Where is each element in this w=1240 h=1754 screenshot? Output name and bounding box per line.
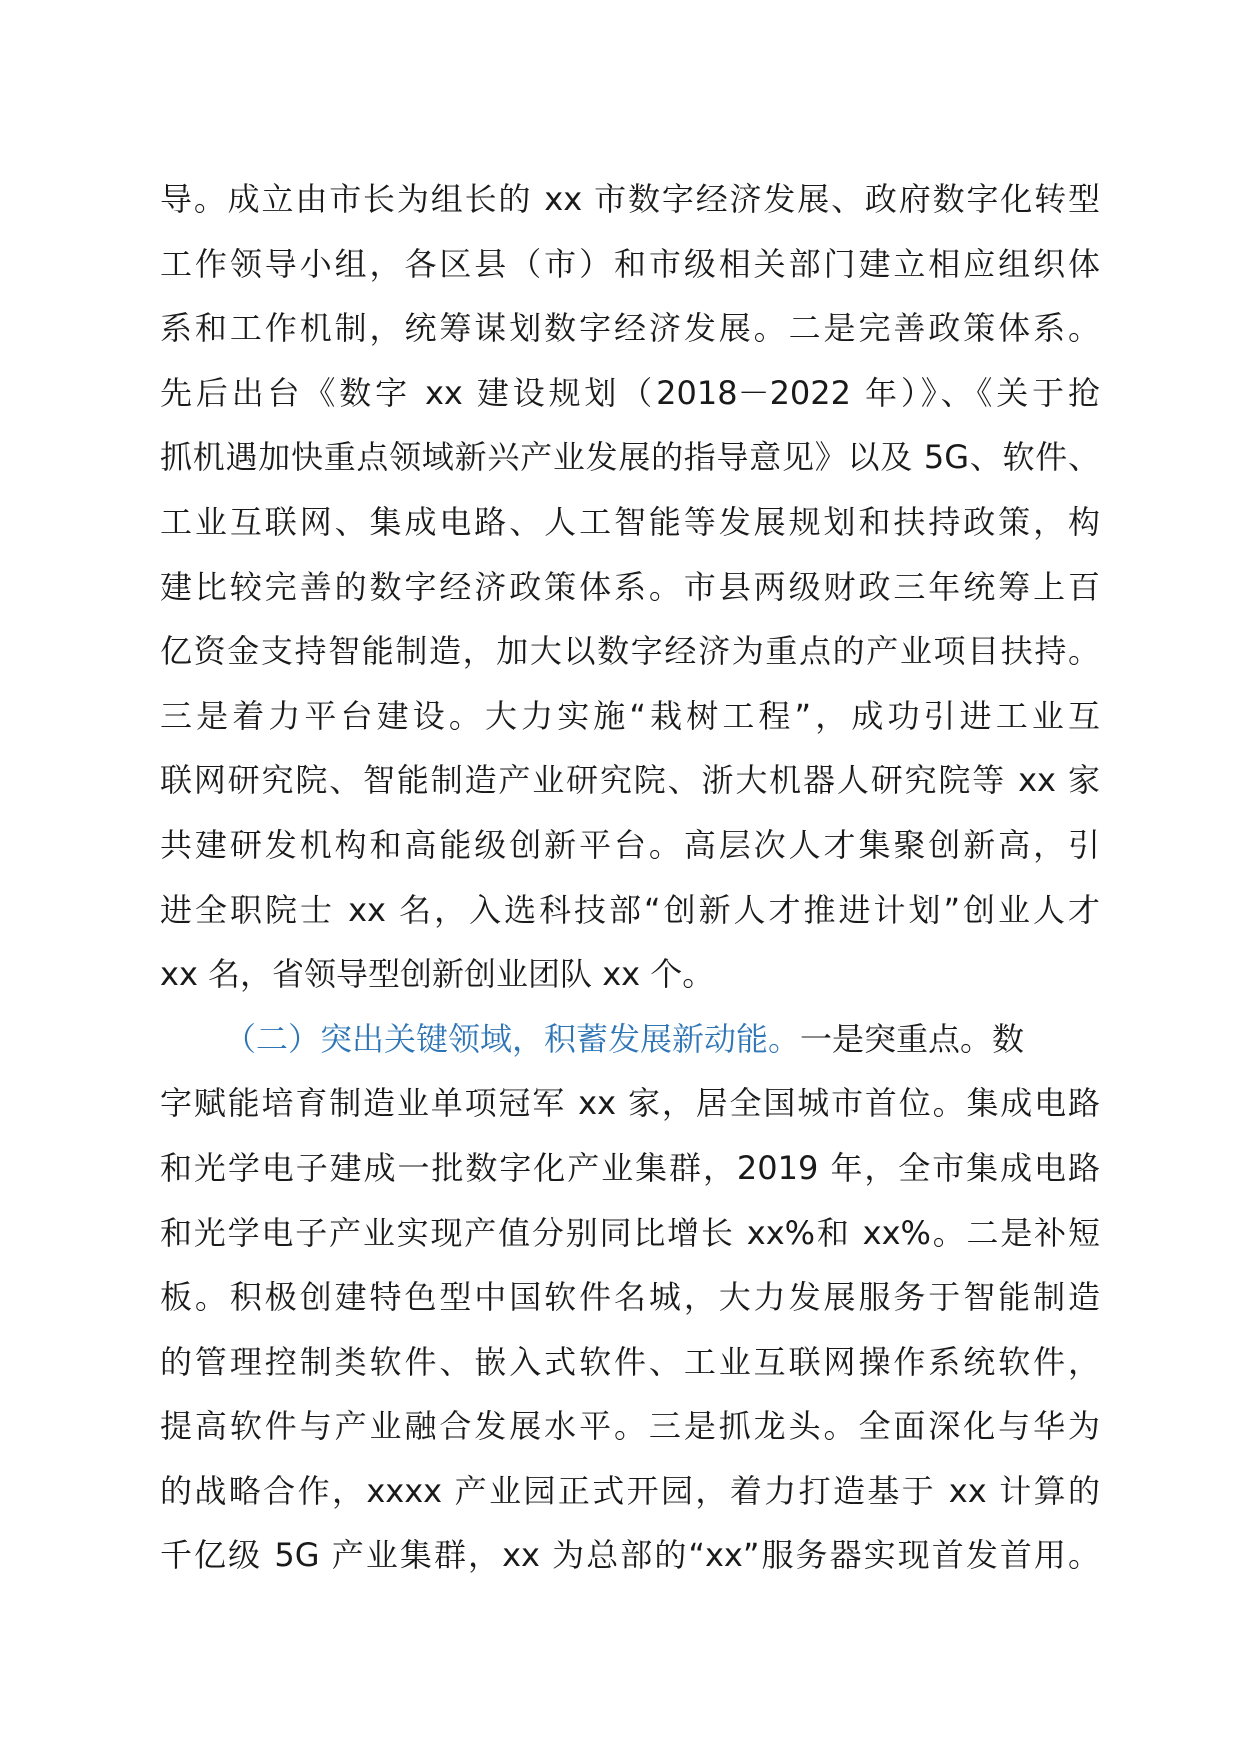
text-line: 和光学电子产业实现产值分别同比增长 xx%和 xx%。二是补短 bbox=[160, 1213, 1100, 1252]
text-line: 亿资金支持智能制造，加大以数字经济为重点的产业项目扶持。 bbox=[160, 632, 1100, 671]
text-line: 三是着力平台建设。大力实施“栽树工程”，成功引进工业互 bbox=[160, 696, 1100, 735]
text-line: 先后出台《数字 xx 建设规划（2018－2022 年）》、《关于抢 bbox=[160, 373, 1100, 412]
text-line: 导。成立由市长为组长的 xx 市数字经济发展、政府数字化转型 bbox=[160, 180, 1100, 218]
text-line: 共建研发机构和高能级创新平台。高层次人才集聚创新高，引 bbox=[160, 825, 1100, 864]
text-line: 的战略合作，xxxx 产业园正式开园，着力打造基于 xx 计算的 bbox=[160, 1471, 1100, 1510]
text-line: 工业互联网、集成电路、人工智能等发展规划和扶持政策，构 bbox=[160, 502, 1100, 541]
section-heading: （二）突出关键领域，积蓄发展新动能。 bbox=[224, 1019, 801, 1058]
text-line: 进全职院士 xx 名，入选科技部“创新人才推进计划”创业人才 bbox=[160, 890, 1100, 929]
document-page bbox=[160, 167, 1100, 1588]
text-line: 抓机遇加快重点领域新兴产业发展的指导意见》以及 5G、软件、 bbox=[160, 438, 1100, 477]
text-line: 建比较完善的数字经济政策体系。市县两级财政三年统筹上百 bbox=[160, 567, 1100, 606]
paragraph-1 bbox=[160, 167, 1100, 1007]
text-line: 系和工作机制，统筹谋划数字经济发展。二是完善政策体系。 bbox=[160, 309, 1100, 348]
text-line: 和光学电子建成一批数字化产业集群，2019 年，全市集成电路 bbox=[160, 1148, 1100, 1187]
text-line: 联网研究院、智能制造产业研究院、浙大机器人研究院等 xx 家 bbox=[160, 761, 1100, 800]
text-run: 一是突重点。数 bbox=[800, 1019, 1025, 1058]
text-line: 板。积极创建特色型中国软件名城，大力发展服务于智能制造 bbox=[160, 1278, 1100, 1317]
paragraph-2 bbox=[160, 1007, 1100, 1588]
text-line: 千亿级 5G 产业集群，xx 为总部的“xx”服务器实现首发首用。 bbox=[160, 1536, 1100, 1575]
text-line-last: xx 名，省领导型创新创业团队 xx 个。 bbox=[160, 955, 715, 994]
text-line: 提高软件与产业融合发展水平。三是抓龙头。全面深化与华为 bbox=[160, 1407, 1100, 1446]
text-line: 字赋能培育制造业单项冠军 xx 家，居全国城市首位。集成电路 bbox=[160, 1084, 1100, 1123]
text-line: 的管理控制类软件、嵌入式软件、工业互联网操作系统软件， bbox=[160, 1342, 1100, 1381]
text-line: 工作领导小组，各区县（市）和市级相关部门建立相应组织体 bbox=[160, 244, 1100, 283]
paragraph-2-first-line bbox=[160, 1007, 1100, 1072]
